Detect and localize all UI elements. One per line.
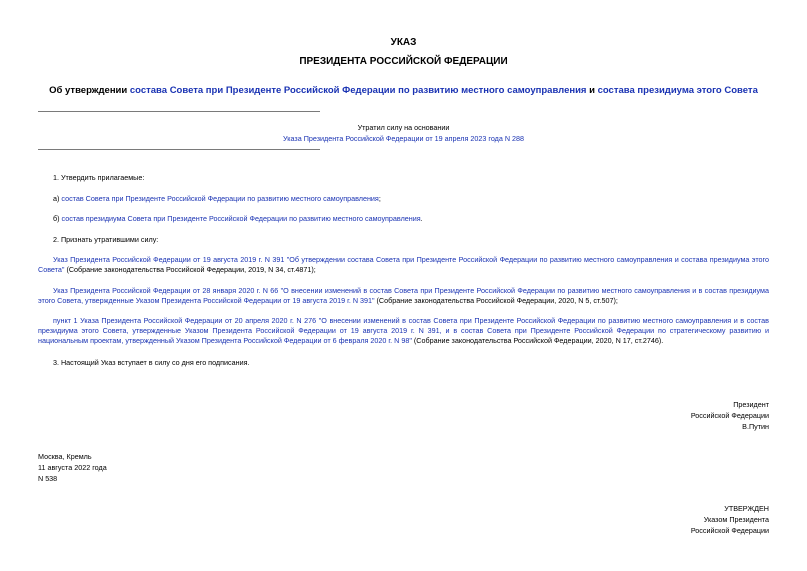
- status-note: Утратил силу на основании: [357, 123, 450, 132]
- p1b-link[interactable]: состав президиума Совета при Президенте Российской Федерации по развитию местного самоуправления: [61, 214, 421, 223]
- p1a-suffix: ;: [378, 194, 381, 203]
- paragraph-2: 2. Признать утратившими силу:: [53, 235, 159, 244]
- page-title: [0, 85, 807, 96]
- title-mid: и: [586, 85, 598, 96]
- p1a-link[interactable]: состав Совета при Президенте Российской Федерации по развитию местного самоуправления: [61, 194, 379, 203]
- paragraph-2c: [38, 316, 769, 347]
- p2a-suffix: (Собрание законодательства Российской Федерации, 2019, N 34, ст.4871);: [64, 265, 316, 275]
- p1b-prefix: б): [53, 214, 62, 223]
- approved-by: Указом Президента: [703, 515, 769, 524]
- status-link-decree[interactable]: [0, 134, 807, 144]
- title-link-presidium[interactable]: состава президиума этого Совета: [597, 85, 758, 96]
- place-date-block: [38, 451, 107, 484]
- p2b-link[interactable]: Указ Президента Российской Федерации от 28 января 2020 г. N 66 "О внесении изменений в состав Совета при Президенте Российской Федерации по развитию местного самоуправления и в состав президиума этого Совета, утвержденные Указом Президента Российской Федерации от 19 августа 2019 г. N 391": [38, 286, 769, 306]
- approved-label: УТВЕРЖДЕН: [724, 504, 769, 513]
- signature-name: В.Путин: [742, 422, 769, 431]
- title-prefix: Об утверждении: [49, 85, 130, 96]
- status-link-text[interactable]: Указа Президента Российской Федерации от 19 апреля 2023 года N 288: [282, 134, 525, 143]
- signature-block: [691, 399, 769, 432]
- approved-org: Российской Федерации: [690, 526, 769, 535]
- paragraph-2a: [38, 255, 769, 275]
- signature-org: Российской Федерации: [690, 411, 769, 420]
- title-link-council[interactable]: состава Совета при Президенте Российской Федерации по развитию местного самоуправления: [129, 85, 587, 96]
- p2b-suffix: (Собрание законодательства Российской Федерации, 2020, N 5, ст.507);: [374, 296, 618, 306]
- decree-number: N 538: [38, 474, 58, 483]
- p2a-link[interactable]: Указ Президента Российской Федерации от 19 августа 2019 г. N 391 "Об утверждении состава Совета при Президенте Российской Федерации по развитию местного самоуправления и состава президиума этого Совета": [38, 255, 769, 275]
- place: Москва, Кремль: [38, 452, 92, 461]
- paragraph-1: 1. Утвердить прилагаемые:: [53, 173, 145, 182]
- divider-top: [38, 111, 320, 112]
- p2c-link[interactable]: пункт 1 Указа Президента Российской Федерации от 20 апреля 2020 г. N 276 "О внесении изменений в состав Совета при Президенте Российской Федерации по развитию местного самоуправления и в состав президиума этого Совета, утвержденные Указом Президента Российской Федерации от 19 августа 2019 г. N 391, и в состав Совета при Президенте Российской Федерации по стратегическому развитию и национальным проектам, утвержденный Указом Президента Российской Федерации от 6 февраля 2020 г. N 98": [38, 316, 769, 346]
- divider-bottom: [38, 149, 320, 150]
- doc-type-heading: УКАЗ: [390, 37, 417, 48]
- date: 11 августа 2022 года: [38, 463, 107, 472]
- issuer-heading: ПРЕЗИДЕНТА РОССИЙСКОЙ ФЕДЕРАЦИИ: [299, 56, 508, 67]
- paragraph-1a: [38, 194, 769, 204]
- paragraph-2b: [38, 286, 769, 306]
- p1b-suffix: .: [420, 214, 423, 223]
- p2c-suffix: (Собрание законодательства Российской Федерации, 2020, N 17, ст.2746).: [411, 336, 664, 346]
- signature-title: Президент: [733, 400, 769, 409]
- p1a-prefix: а): [53, 194, 62, 203]
- paragraph-3: 3. Настоящий Указ вступает в силу со дня его подписания.: [53, 358, 250, 367]
- paragraph-1b: [38, 214, 769, 224]
- approved-block: [691, 503, 769, 536]
